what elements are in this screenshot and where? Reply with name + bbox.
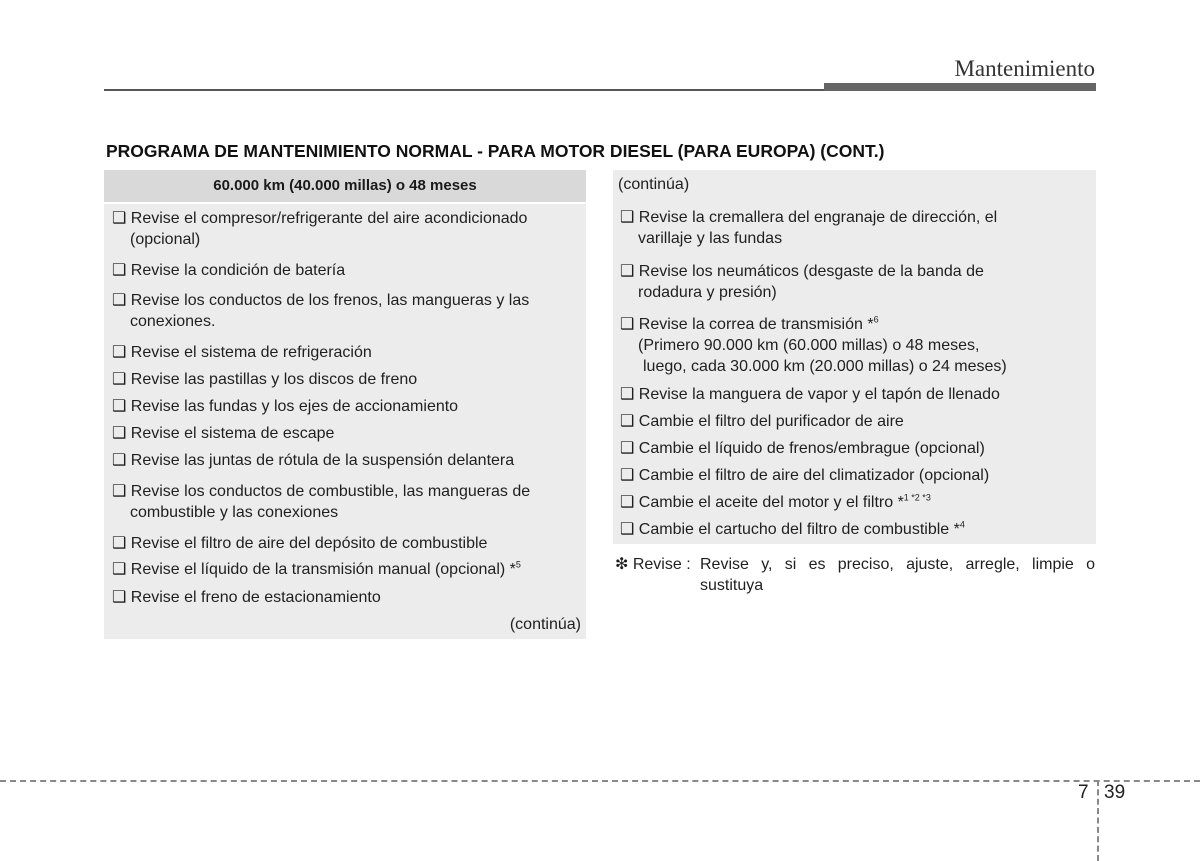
list-item — [618, 314, 1108, 377]
right-maintenance-panel — [613, 170, 1096, 544]
footer-divider — [1097, 780, 1099, 861]
page-header-title: Mantenimiento — [954, 56, 1095, 81]
footnote-marker: 1 *2 *3 — [903, 492, 931, 503]
page-number: 39 — [1104, 782, 1126, 803]
section-heading: PROGRAMA DE MANTENIMIENTO NORMAL - PARA MOTOR DIESEL (PARA EUROPA) (CONT.) — [106, 141, 885, 161]
list-item: ❑ Revise las fundas y los ejes de accionamiento — [112, 398, 459, 415]
continued-label: (continúa) — [618, 176, 690, 193]
list-item: ❑ Revise las juntas de rótula de la suspensión delantera — [112, 452, 515, 469]
footnote-marker: 5 — [515, 559, 521, 570]
list-item: ❑ Revise los conductos de los frenos, las mangueras y las conexiones. — [112, 292, 530, 330]
list-item: ❑ Cambie el filtro de aire del climatizador (opcional) — [620, 467, 990, 484]
list-item — [618, 492, 1098, 513]
list-item-text: ❑ Revise la correa de transmisión * — [620, 316, 874, 333]
list-item: ❑ Revise las pastillas y los discos de freno — [112, 371, 418, 388]
header-rule-accent — [824, 83, 1096, 91]
list-item: ❑ Cambie el líquido de frenos/embrague (opcional) — [620, 440, 985, 457]
list-item: ❑ Cambie el filtro del purificador de aire — [620, 413, 904, 430]
interval-header: 60.000 km (40.000 millas) o 48 meses — [104, 170, 586, 204]
list-item: ❑ Revise los neumáticos (desgaste de la banda de rodadura y presión) — [620, 263, 984, 301]
list-item-text: ❑ Revise el líquido de la transmisión manual (opcional) * — [112, 561, 516, 578]
list-item — [110, 559, 590, 580]
list-item: ❑ Revise la cremallera del engranaje de dirección, el varillaje y las fundas — [620, 209, 998, 247]
footnote-label: ❇ Revise : — [615, 556, 691, 573]
list-item: ❑ Revise el freno de estacionamiento — [112, 589, 381, 606]
list-item: ❑ Revise el filtro de aire del depósito de combustible — [112, 535, 488, 552]
list-item: ❑ Revise los conductos de combustible, las mangueras de combustible y las conexiones — [112, 483, 531, 521]
list-item — [618, 519, 1098, 540]
list-item: ❑ Revise el sistema de refrigeración — [112, 344, 372, 361]
footnote-marker: 6 — [873, 314, 879, 325]
list-item-text: ❑ Cambie el cartucho del filtro de combustible * — [620, 521, 960, 538]
list-item-detail: luego, cada 30.000 km (20.000 millas) o 24 meses) — [643, 358, 1007, 375]
list-item: ❑ Revise el compresor/refrigerante del aire acondicionado (opcional) — [112, 210, 528, 248]
footer-rule — [0, 780, 1200, 782]
list-item: ❑ Revise la manguera de vapor y el tapón de llenado — [620, 386, 1000, 403]
list-item-text: ❑ Cambie el aceite del motor y el filtro * — [620, 494, 904, 511]
left-maintenance-panel — [104, 170, 586, 639]
list-item-detail: (Primero 90.000 km (60.000 millas) o 48 meses, — [638, 337, 980, 354]
list-item: ❑ Revise la condición de batería — [112, 262, 346, 279]
chapter-number: 7 — [1078, 782, 1089, 803]
footnote-text: Revise y, si es preciso, ajuste, arregle, limpie o sustituya — [700, 556, 1095, 594]
list-item: ❑ Revise el sistema de escape — [112, 425, 335, 442]
header-rule — [104, 89, 824, 91]
footnote-marker: 4 — [959, 519, 965, 530]
continued-label: (continúa) — [509, 616, 581, 633]
